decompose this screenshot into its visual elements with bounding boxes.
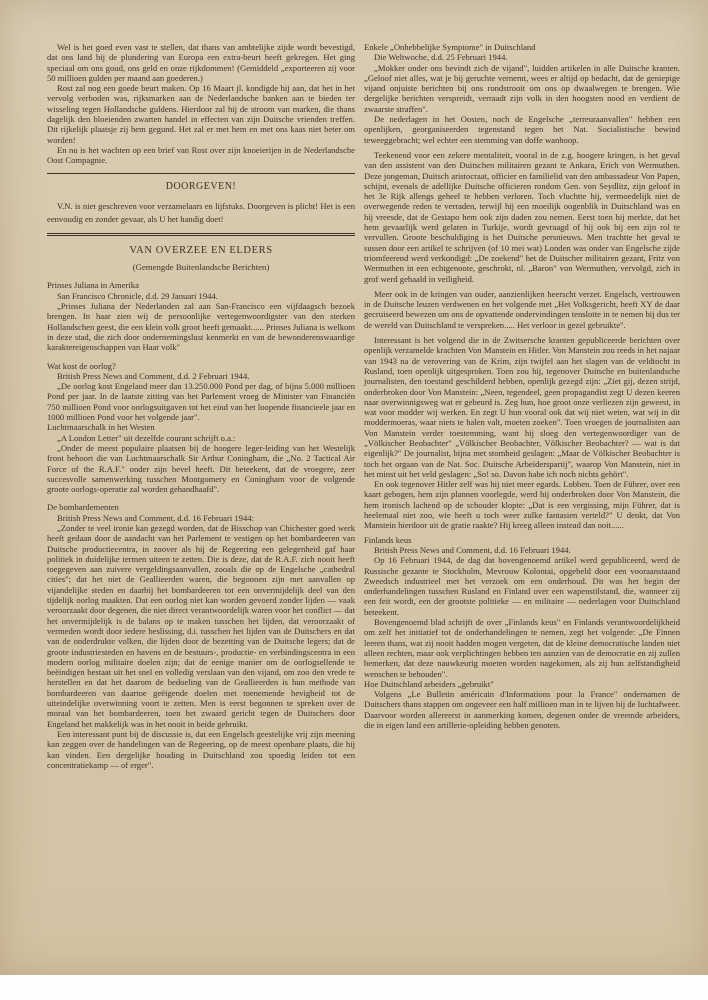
right-column bbox=[364, 42, 680, 730]
article-paragraph: Bovengenoemd blad schrijft de over „Finlands keus" en Finlands verantwoordelijkheid om zelf het initiatief tot de onderhandelingen te nemen, zegt het volgende: „De Finnen leeren thans, wat zij nooit hadden mogen vergeten, dat de kleine democratische landen niet alleen rechten, maar ook verplichtingen hebben ten aanzien van de democratie en zij zullen bemerken, dat deze nauwkeurig moeten worden nagekomen, als zij hun zelfstandigheid wenschen te behouden". bbox=[364, 617, 680, 679]
article-source: British Press News and Comment, d.d. 2 Februari 1944. bbox=[57, 370, 250, 381]
article-paragraph: Interessant is het volgend die in de Zwitsersche kranten gepubliceerde berichten over openlijk verzamelde krachten Von Manstein en Hitler. Von Manstein zou reeds in het najaar van 1943 na de verovering van de Krim, zijn twijfel aan het slagen van de veldtocht in Rusland, toen openlijk uitgesproken. Toen zou hij, tegenover Duitsche en buitenlandsche journalisten, den toestand geschilderd hebben, openlijk gezegd zijn: „Ziet gij, dezen strijd, onderbroken door Von Manstein: „Neen, tegendeel, geen propagandist zegt U dezen keeren naar overwinnigsweg wat er gebeurd is. Zeg hun, hoe groot onze verliezen zijn geweest, in wat voor modder wij werken. En zegt U hun vooral ook dat wij niet weten, wat wij in dit moddermoeras, waar niets te halen valt, moeten zoeken". Toen vroegen de journalisten aan Von Manstein verder toestemming, want hij sloeg den vertegenwoordiger van de „Völkischer Beobachter" „Völkischer Beobachter, Völkischer Beobachter? — wat is dat eigenlijk?" De journalist, bijna met stomheid geslagen: „Maar de Völkischer Beobachter is toch het orgaan van de Nat. Soc. Duitsche Arbeiderspartij", waarop Von Manstein, niet in het minst uit het veld geslagen: „So! so. Davon habe ich noch nichts gehört". bbox=[364, 335, 680, 479]
article-source: „A London Letter" uit dezelfde courant schrijft o.a.: bbox=[57, 432, 236, 443]
article-paragraph: „Prinses Juliana der Nederlanden zal aan San-Francisco een vijfdaagsch bezoek brengen. In haar zien wij de persoonlijke vertegenwoordigster van den sterken Hollandschen geest, die een klein volk groot heeft gemaakt...... Prinses Juliana is welkom in deze stad, die zich door ondernemingslust kenmerkt en van de bewonderenswaardige karaktereigenschappen van Haar volk" bbox=[47, 301, 355, 353]
intro-paragraph: Rost zal nog een goede beurt maken. Op 16 Maart jl. kondigde hij aan, dat het in het vervolg verboden was, rijksmarken aan de Nederlandsche banken aan te bieden ter wisseling tegen Hollandsche guldens. Hierdoor zal hij de stroom van marken, die thans dagelijk den bloeienden zwarten handel in effecten van zijn Duitsche vrienden treffen. Dit rijkelijk plaatsje zij hem gegund. Het zal er met hem en met ons kaas niet beter om worden! bbox=[47, 83, 355, 145]
divider bbox=[47, 173, 355, 174]
article-paragraph: Een interessant punt bij de discussie is, dat een Engelsch geestelijke vrij zijn meening kan zeggen over de handelingen van de Regeering, op de meest openbare plaats, die hij kan vinden. Een dergelijke houding in Duitschland zou spoedig leiden tot een concentratiekamp — of erger". bbox=[47, 728, 355, 770]
article-title: Luchtmaarschalk in het Westen bbox=[47, 422, 155, 433]
article-title: Prinses Juliana in Amerika bbox=[47, 280, 139, 291]
article-paragraph: „Mokker onder ons bevindt zich de vijand", luidden artikelen in alle Duitsche kranten. „Geloof niet alles, wat je bij geruchte vernemt, wees er altijd op bedacht, dat de geniepige vijand onjuiste berichten bij ons rondstrooit om ons op dwaalwegen te brengen. Wie dergelijke berichten verspreidt, verraadt zijn volk in den hoogsten nood en verdient de zwaarste straffen". bbox=[364, 62, 680, 114]
article-source: Die Weltwoche, d.d. 25 Februari 1944. bbox=[374, 52, 508, 63]
article-title: De bombardementen bbox=[47, 502, 119, 513]
article-source: San Francisco Chronicle, d.d. 29 Januari 1944. bbox=[57, 290, 218, 301]
article-title: Enkele „Onhebbelijke Symptome" in Duitschland bbox=[364, 42, 536, 52]
article-paragraph: „Onder de meest populaire plaatsen bij de hoogere leger-leiding van het Westelijk front behoort die van Luchtmaarschalk Sir Arthur Coningham, die „No. 2 Tactical Air Force of the R.A.F." onder zijn bevel heeft. Dit beteekent, dat de vroegere, zeer succesvolle samenwerking tusschen Montgomery en Coningham voor de volgende groote oorlogs-operatie zal worden gehandhaafd". bbox=[47, 442, 355, 495]
article bbox=[364, 535, 680, 679]
article-paragraph: Teekenend voor een zekere mentaliteit, vooral in de z.g. hoogere kringen, is het geval van den assistent van den Duitschen militairen gezant te Ankara, Erich von Wermuthen. Deze jongeman, Duitsch aristocraat, officier en familielid van den ambassadeur Von Papen, schijnt, evenals de adellijke Duitsche officieren rondom Gen. von Seydlitz, zijn geloof in het 3e Rijk allengs geheel te hebben verloren. Toch vluchtte hij, vermoedelijk niet de overwegende reden te verraden, terwijl hij een moeilijk oogenblik in Duitschland was en hij vreesde, dat de Gestapo hem ook zijn daden zou nemen. Eerst toen hij merkte, dat het hem gevaarlijk werd gelaten in Turkije, wordt gevraagd of hij ook bij een zijn rol te vervullen. Groote beschuldiging is het Duitsche persnieuws. Men trachtte het geval te sussen door een artikel te schrijven (of 10 mei wat) Londen was onder van Engelsche zijde triomfeerend werd verkondigd: „De zoekend" het de Duitscher militairen gezant, Fritz von Wermuthen in een echtgenoote, geschrokt, nl. „Baron" von Wermuthen, vervolgd, zich in grof werd gehaald in veiligheid. bbox=[364, 149, 680, 284]
article-paragraph: „Zonder te veel ironie kan gezegd worden, dat de Bisschop van Chichester goed werk heeft gedaan door de aandacht van het Parlement te vestigen op het bombardeeren van Duitsche productiecentra, in zoover als hij de Regeering een gelegenheid gaf haar politiek in duidelijke termen uiteen te zetten. Die is deze, dat de R.A.F. zich nooit heeft toegegeven aan zuivere vergeldingsaanvallen, zooals die op de Engelsche „cathedral cities"; dat het niet de Geallieerden waren, die begonnen zijn met aanvallen op vijandelijke steden en daarbij het bombardeeren tot een onvermijdelijk deel van den tijdelijk oorlog maakten. Dat een oorlog niet kan worden gevoerd zonder lijden — vaak veroorzaakt door degenen, die niet direct verantwoordelijk waren voor het conflict — dat het onvermijdelijk is de balans op te maken tusschen het lijden, dat veroorzaakt of vermeden wordt door iedere beslissing, d.i. tusschen het lijden van de Duitschers en dat van de onderdrukte volken, die lijden door de bezetting van de Duitsche legers; dat de groote industriesteden en havens en de bestuurs-, productie- en verbindingscentra in een modern oorlog militaire doelen zijn; dat de eenige manier om de oorlogsellende te beëindigen bestaat uit het snel en volledig verslaan van den vijand, om zoo den vrede te herstellen en dat het daarom de bedoeling van de Geallieerden is hun methode van bombardeeren van daartoe geëigende doelen met toenemende hevigheid tot de uiteindelijke overwinning voort te zetten. Men is eerst begonnen te spreken over de moraal van het bombardeeren, toen het zwaard gericht tegen de Duitschers door Engeland het makkelijk was in het nooit in beide gebruikt. bbox=[47, 522, 355, 729]
article-paragraph: En ook tegenover Hitler zelf was hij niet meer egards. Lobben. Toen de Führer, over een kaart gebogen, hem zijn plannen voorlegde, werd hij onderbroken door Von Manstein, die hem ironisch lachend op de schouder klopte: „Dat is een vergissing, mijn Führer, dat is heelemaal niet zoo, wie heeft u toch weer zulke fantasien verteld?" U denkt, dat Von Manstein hierdoor uit de gratie raakte? Hij kreeg alleen instead dan ooit...... bbox=[364, 479, 680, 531]
article-paragraph: „De oorlog kost Engeland meer dan 13.250.000 Pond per dag, of bijna 5.000 millioen Pond per jaar. In de laatste zitting van het Parlement vroeg de Minister van Financiën 750 millioen Pond voor oorlogsuitgaven tot het eind van het loopende financieele jaar en 1000 millioen Pond voor het volgende jaar". bbox=[47, 381, 355, 423]
section-subtitle: (Gemengde Buitenlandsche Berichten) bbox=[132, 262, 270, 273]
divider bbox=[47, 233, 355, 236]
article-paragraph: Op 16 Februari 1944, de dag dat bovengenoemd artikel werd gepubliceerd, werd de Russische gezante te Stockholm, Mevrouw Kolontai, opgebeld door een vooraanstaand Zweedsch industrieel met het verzoek om een onderhoud. Dit was het begin der onderhandelingen tusschen Rusland en Finland over een wapenstilstand, die, wanneer zij een feit wordt, een der grootste politieke — en militaire — nederlagen voor Duitschland beteekent. bbox=[364, 555, 680, 617]
article-title: Hoe Duitschland arbeiders „gebruikt" bbox=[364, 678, 494, 689]
article bbox=[364, 42, 680, 531]
article-title: Wat kost de oorlog? bbox=[47, 360, 116, 371]
article bbox=[47, 280, 355, 352]
doorgeven-text: V.N. is niet geschreven voor verzamelaars en lijfstuks. Doorgeven is plicht! Het is een eenvoudig en zonder gevaar, als U het handig doet! bbox=[47, 200, 355, 224]
article-paragraph: De nederlagen in het Oosten, noch de Engelsche „terreuraanvallen" hebben een openlijken, georganiseerden tegenstand tegen het Nat. Socialistische bewind teweeggebracht; wel echter een stemming van doffe wanhoop. bbox=[364, 114, 680, 145]
article bbox=[47, 422, 355, 494]
intro-paragraph: En nu is het wachten op een brief van Rost over zijn knoeierijen in de Nederlandsche Oost Compagnie. bbox=[47, 144, 355, 166]
intro-paragraph: Wel is het goed even vast te stellen, dat thans van ambtelijke zijde wordt bevestigd, dat ons land bij de plundering van Europa een extra-beurt heeft gekregen. Het ging speciaal om ons goud, ons geld en onze rijkdommen! (Gemiddeld „exporteeren zij voor 50 millioen gulden per maand aan goederen.) bbox=[47, 42, 355, 83]
article-source: British Press News and Comment, d.d. 16 Februari 1944. bbox=[374, 544, 571, 555]
article-paragraph: Meer ook in de kringen van ouder, aanzienlijken heerscht verzet. Engelsch, vertrouwen in de Duitsche leuzen verdwenen en het volgende met „Het Volksgericht, heeft XY de daar gecruiseerd bewezen om ons de opvattende ondervindingen tenslotte in te nemen bij dus ter de wereld van Duitschland te verspreken..... Het verloor in gezel gebruikte". bbox=[364, 288, 680, 330]
article bbox=[364, 679, 680, 730]
article bbox=[47, 361, 355, 423]
section-heading: VAN OVERZEE EN ELDERS bbox=[129, 244, 273, 256]
article-paragraph: Volgens „Le Bulletin américain d'Informations pour la France" ondernamen de Duitschers thans stappen om ongeveer een half millioen man in te lijven bij de luchtafweer. Daarvoor worden allereerst in aanmerking komen, degenen onder de vreemde arbeiders, die in eigen land een artillerie-opleiding hebben genoten. bbox=[364, 689, 680, 730]
article-title: Finlands keus bbox=[364, 534, 412, 545]
doorgeven-heading: DOORGEVEN! bbox=[165, 180, 237, 192]
article bbox=[47, 502, 355, 770]
left-column bbox=[47, 42, 355, 770]
article-source: British Press News and Comment, d.d. 16 Februari 1944: bbox=[57, 512, 254, 523]
